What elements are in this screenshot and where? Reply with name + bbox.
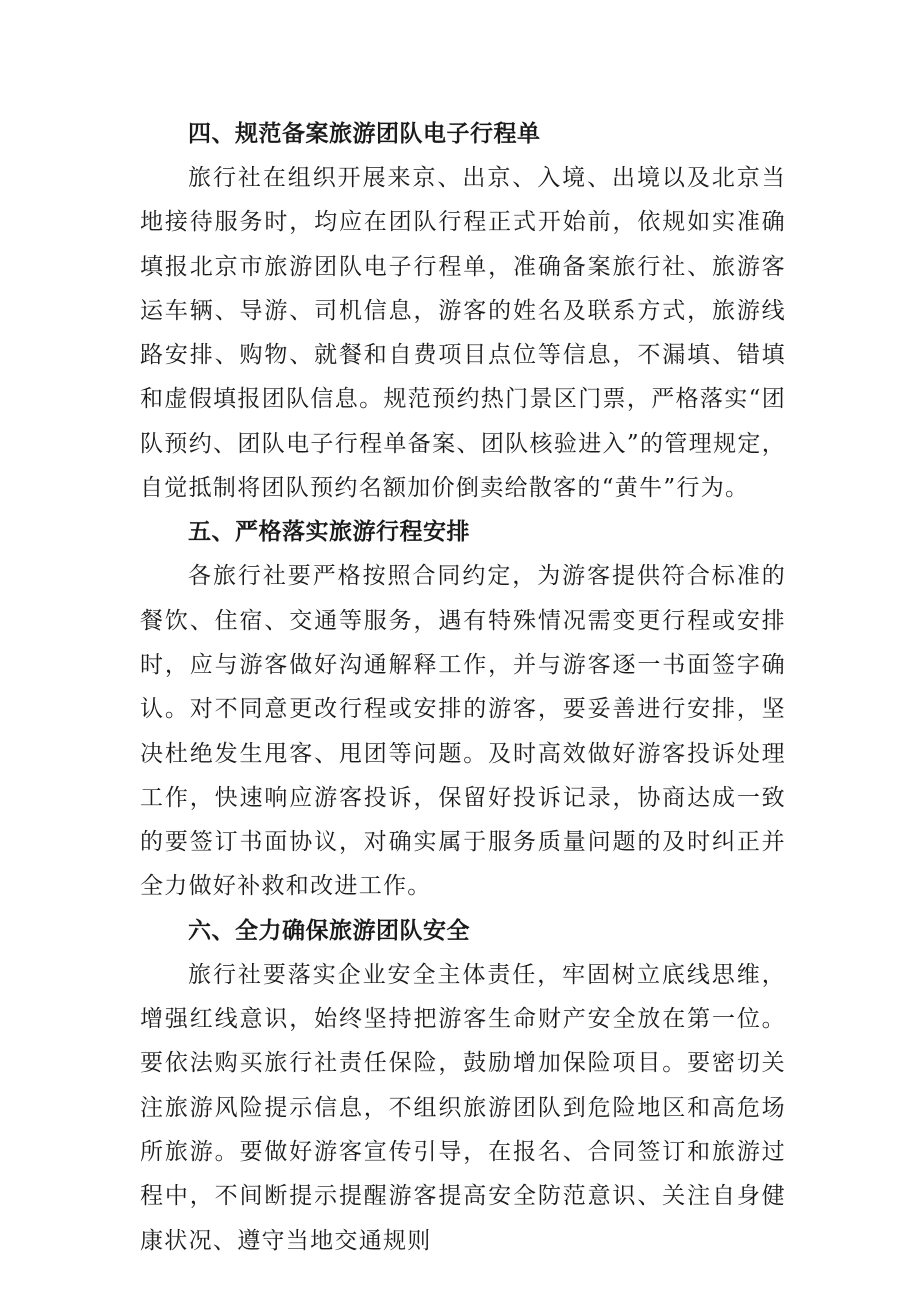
section-heading-4: 四、规范备案旅游团队电子行程单 [188,121,541,147]
section-paragraph-4: 旅行社在组织开展来京、出京、入境、出境以及北京当地接待服务时，均应在团队行程正式开始前，依规如实准确填报北京市旅游团队电子行程单，准确备案旅行社、旅游客运车辆、导游、司机信息，游客的姓名及联系方式，旅游线路安排、购物、就餐和自费项目点位等信息，不漏填、错填和虚假填报团队信息。规范预约热门景区门票，严格落实“团队预约、团队电子行程单备案、团队核验进入”的管理规定，自觉抵制将团队预约名额加价倒卖给散客的“黄牛”行为。 [140,165,786,502]
section-paragraph-5: 各旅行社要严格按照合同约定，为游客提供符合标准的餐饮、住宿、交通等服务，遇有特殊情况需变更行程或安排时，应与游客做好沟通解释工作，并与游客逐一书面签字确认。对不同意更改行程或安排的游客，要妥善进行安排，坚决杜绝发生甩客、甩团等问题。及时高效做好游客投诉处理工作，快速响应游客投诉，保留好投诉记录，协商达成一致的要签订书面协议，对确实属于服务质量问题的及时纠正并全力做好补救和改进工作。 [140,563,786,900]
section-paragraph-6: 旅行社要落实企业安全主体责任，牢固树立底线思维，增强红线意识，始终坚持把游客生命财产安全放在第一位。要依法购买旅行社责任保险，鼓励增加保险项目。要密切关注旅游风险提示信息，不组织旅游团队到危险地区和高危场所旅游。要做好游客宣传引导，在报名、合同签订和旅游过程中，不间断提示提醒游客提高安全防范意识、关注自身健康状况、遵守当地交通规则 [140,961,786,1254]
document-body [140,112,786,1263]
section-heading-6: 六、全力确保旅游团队安全 [188,917,470,944]
section-heading-5: 五、严格落实旅游行程安排 [188,519,470,546]
